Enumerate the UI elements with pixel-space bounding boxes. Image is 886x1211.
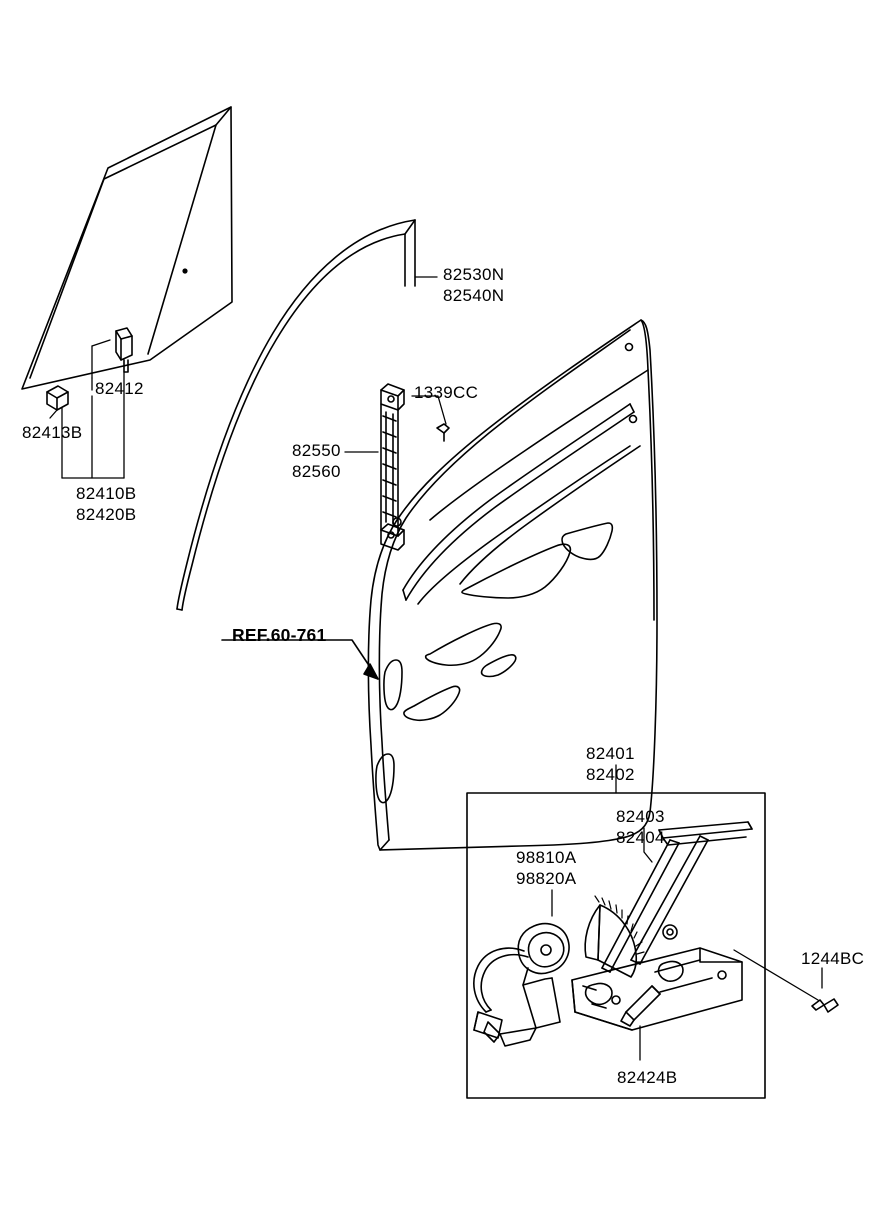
label-82403: 82403 82404: [616, 807, 665, 847]
run-channel-weatherstrip: [177, 220, 415, 610]
label-1244bc: 1244BC: [801, 949, 865, 968]
label-82413b: 82413B: [22, 423, 83, 442]
label-82401: 82401 82402: [586, 744, 635, 784]
window-glass-outline: [22, 107, 232, 389]
screw-1244bc: [812, 999, 838, 1012]
label-82550: 82550 82560: [292, 441, 341, 481]
glass-dot: [182, 268, 187, 273]
glass-holder-82413b: [47, 386, 68, 410]
bolt-82424b: [621, 986, 660, 1026]
label-82530n: 82530N 82540N: [443, 265, 505, 305]
label-82410b: 82410B 82420B: [76, 484, 137, 524]
window-motor: [474, 924, 569, 1046]
label-82424b: 82424B: [617, 1068, 678, 1087]
label-reference: REF.60-761: [232, 625, 327, 645]
glass-leader-lines: [50, 340, 124, 478]
label-1339cc: 1339CC: [414, 383, 479, 402]
label-98810a: 98810A 98820A: [516, 848, 577, 888]
label-82412: 82412: [95, 379, 144, 398]
regulator-assembly: [572, 822, 752, 1030]
bolt-1339cc: [437, 424, 449, 441]
